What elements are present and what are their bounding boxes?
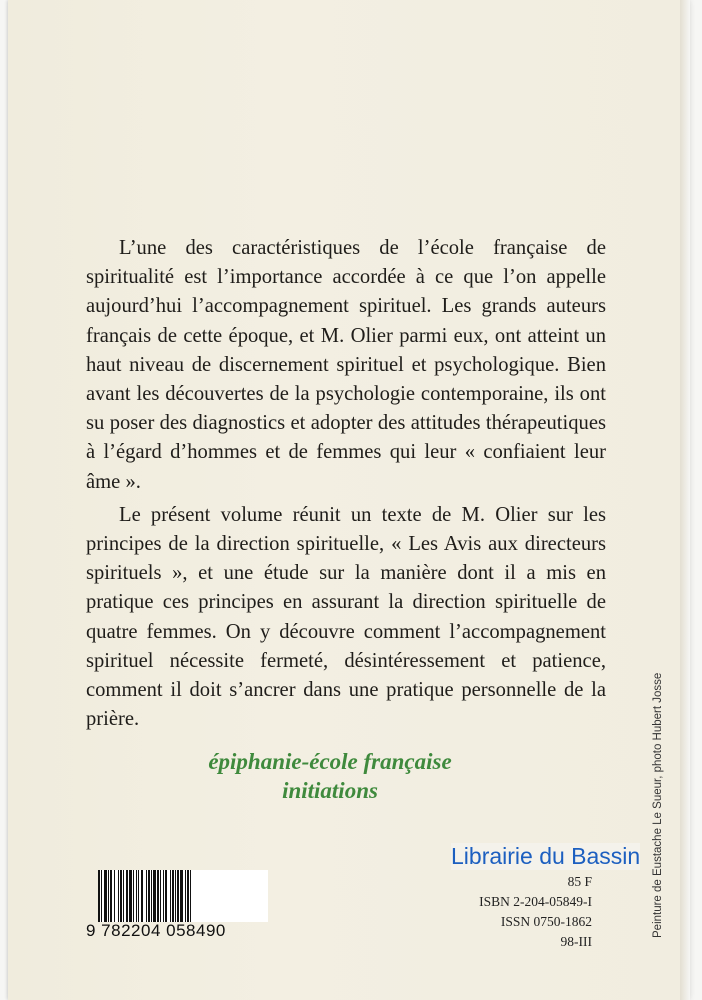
publication-info xyxy=(430,872,592,952)
series-title-line-2: initiations xyxy=(282,778,378,803)
price: 85 F xyxy=(567,874,592,889)
book-edge xyxy=(680,0,690,1000)
issn: ISSN 0750-1862 xyxy=(500,914,592,929)
barcode xyxy=(86,870,270,943)
barcode-bars xyxy=(98,870,268,922)
blurb-text xyxy=(86,234,606,738)
barcode-bar xyxy=(190,870,191,922)
series-title-line-1: épiphanie-école française xyxy=(208,749,452,774)
series-title xyxy=(100,747,560,805)
catalog-code: 98-III xyxy=(560,934,592,949)
photo-credit: Peinture de Eustache Le Sueur, photo Hubert Josse xyxy=(652,672,664,938)
isbn: ISBN 2-204-05849-I xyxy=(479,894,592,909)
shop-watermark: Librairie du Bassin xyxy=(451,843,641,869)
barcode-digits: 9 782204 058490 xyxy=(86,921,226,940)
blurb-paragraph-2: Le présent volume réunit un texte de M. Olier sur les principes de la direction spirituelle, « Les Avis aux directeurs spirituels », et une étude sur la manière dont il a mis en pratique ces principes en assurant la direction spirituelle de quatre femmes. On y découvre comment l’accompagnement spirituel nécessite fermeté, désintéressement et patience, comment il doit s’ancrer dans une pratique personnelle de la prière. xyxy=(86,503,606,731)
blurb-paragraph-1: L’une des caractéristiques de l’école française de spiritualité est l’importance accordée à ce que l’on appelle aujourd’hui l’accompagnement spirituel. Les grands auteurs français de cette époque, et M. Olier parmi eux, ont atteint un haut niveau de discernement spirituel et psychologique. Bien avant les découvertes de la psychologie contemporaine, ils ont su poser des diagnostics et adopter des attitudes thérapeutiques à l’égard d’hommes et de femmes qui leur « confiaient leur âme ». xyxy=(86,237,606,493)
